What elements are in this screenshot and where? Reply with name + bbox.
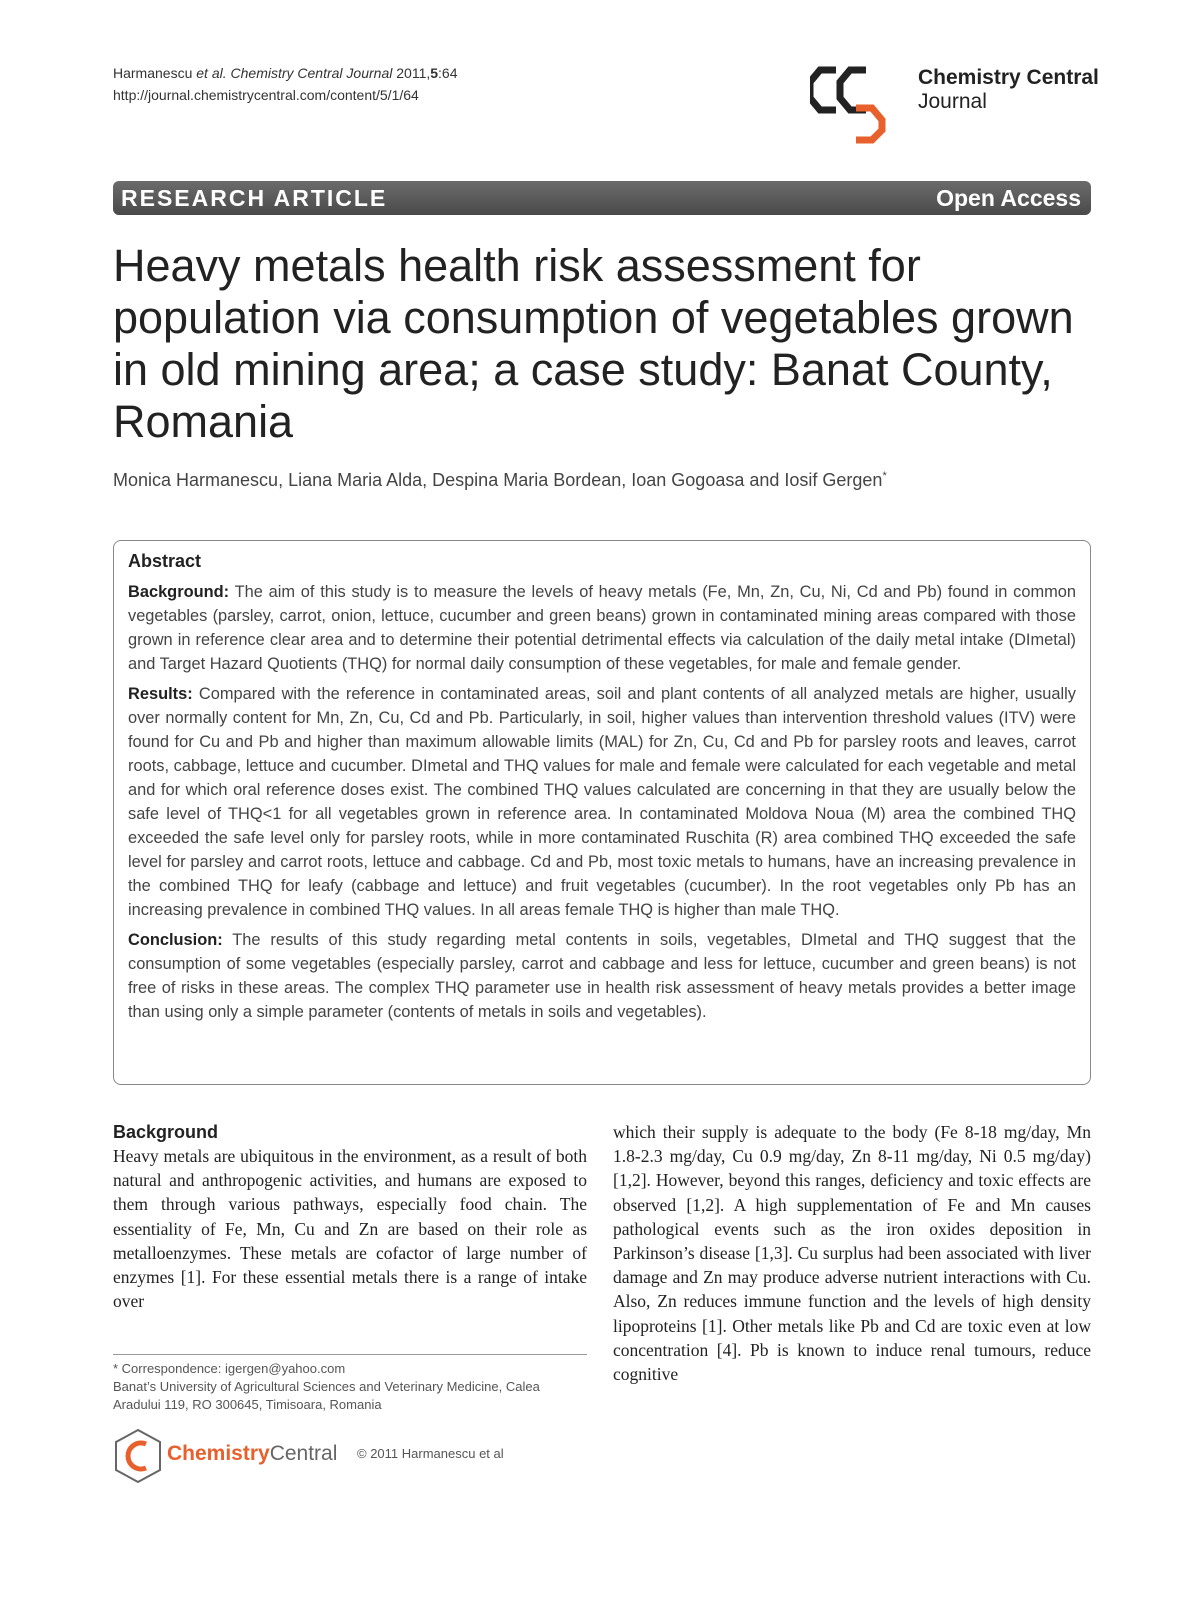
- publisher-name-part2: Central: [269, 1442, 338, 1465]
- abstract-box: [113, 540, 1091, 1085]
- abstract-conclusion-label: Conclusion:: [128, 931, 223, 949]
- author-list: [113, 470, 887, 491]
- corresponding-author-mark: *: [882, 470, 887, 482]
- publisher-hexagon-icon: [113, 1428, 163, 1484]
- abstract-background-label: Background:: [128, 583, 230, 601]
- citation-journal: Chemistry Central Journal: [230, 65, 393, 81]
- abstract-background: [128, 580, 1076, 676]
- citation-article: :64: [438, 65, 458, 81]
- journal-name: [918, 66, 1099, 114]
- correspondence-email[interactable]: * Correspondence: igergen@yahoo.com: [113, 1361, 346, 1376]
- abstract-results: [128, 682, 1076, 922]
- background-heading: Background: [113, 1122, 219, 1142]
- abstract-results-label: Results:: [128, 685, 193, 703]
- copyright-notice: © 2011 Harmanescu et al: [357, 1446, 504, 1461]
- author-affiliation: Banat’s University of Agricultural Sciences and Veterinary Medicine, Calea Aradului 119, RO 300645, Timisoara, Romania: [113, 1379, 540, 1412]
- body-column-left: [113, 1120, 587, 1313]
- background-paragraph-right: which their supply is adequate to the body (Fe 8-18 mg/day, Mn 1.8-2.3 mg/day, Cu 0.9 mg/day, Zn 8-11 mg/day, Ni 0.5 mg/day) [1,2]. However, beyond this ranges, deficiency and toxic effects are observed [1,2]. A high supplementation of Fe and Mn causes pathological events such as the iron oxides deposition in Parkinson’s disease [1,3]. Cu surplus had been associated with liver damage and Zn may produce adverse nutrient interactions with Cu. Also, Zn reduces immune function and the levels of high density lipoproteins [1]. Other metals like Pb and Cd are toxic even at low concentration [4]. Pb is known to induce renal tumours, reduce cognitive: [613, 1122, 1091, 1385]
- footnote-divider: [113, 1354, 587, 1355]
- article-type-banner: [113, 181, 1091, 215]
- abstract-results-text: Compared with the reference in contaminated areas, soil and plant contents of all analyzed metals are higher, usually over normally content for Mn, Zn, Cu, Cd and Pb. Particularly, in soil, higher values than intervention threshold values (ITV) were found for Cu and Pb and higher than maximum allowable limits (MAL) for Zn, Cu, Cd and Pb for parsley roots and leaves, carrot roots, cabbage, lettuce and cucumber. DImetal and THQ values for male and female were calculated for each vegetable and metal and for which oral reference doses exist. The combined THQ values calculated are concerning in that they are usually below the safe level of THQ<1 for all vegetables grown in reference area. In contaminated Moldova Noua (M) area the combined THQ exceeded the safe level only for parsley roots, while in more contaminated Ruschita (R) area combined THQ exceeded the safe level for parsley and carrot roots, lettuce and cabbage. Cd and Pb, most toxic metals to humans, have an increasing prevalence in the combined THQ for leafy (cabbage and lettuce) and fruit vegetables (cucumber). In the root vegetables only Pb has an increasing prevalence in combined THQ values. In all areas female THQ is higher than male THQ.: [128, 685, 1076, 919]
- article-title: Heavy metals health risk assessment for population via consumption of vegetables grown in old mining area; a case study: Banat County, Romania: [113, 240, 1074, 447]
- abstract-conclusion: [128, 928, 1076, 1024]
- abstract-heading: Abstract: [128, 551, 202, 571]
- journal-name-line1: Chemistry Central: [918, 66, 1099, 89]
- abstract-conclusion-text: The results of this study regarding metal contents in soils, vegetables, DImetal and THQ suggest that the consumption of some vegetables (especially parsley, carrot and cabbage and less for lettuce, cucumber and green beans) is not free of risks in these areas. The complex THQ parameter use in health risk assessment of heavy metals provides a better image than using only a simple parameter (contents of metals in soils and vegetables).: [128, 931, 1076, 1021]
- citation-year: 2011,: [396, 65, 431, 81]
- abstract-background-text: The aim of this study is to measure the levels of heavy metals (Fe, Mn, Zn, Cu, Ni, Cd and Pb) found in common vegetables (parsley, carrot, onion, lettuce, cucumber and green beans) grown in contaminated mining areas compared with those grown in reference clear area and to determine their potential detrimental effects via calculation of the daily metal intake (DImetal) and Target Hazard Quotients (THQ) for normal daily consumption of these vegetables, for male and female gender.: [128, 583, 1076, 673]
- publisher-logo: [113, 1428, 353, 1484]
- citation-line: [113, 62, 458, 84]
- article-type: RESEARCH ARTICLE: [121, 185, 388, 211]
- open-access-label: Open Access: [936, 185, 1081, 211]
- journal-name-line2: Journal: [918, 90, 987, 113]
- citation-authors: Harmanescu: [113, 65, 193, 81]
- publisher-name: [167, 1442, 337, 1466]
- journal-logo: [810, 58, 1110, 148]
- citation-header: [113, 62, 458, 106]
- footnote: [113, 1360, 587, 1414]
- citation-volume: 5: [430, 65, 439, 81]
- author-names: Monica Harmanescu, Liana Maria Alda, Despina Maria Bordean, Ioan Gogoasa and Iosif Gergen: [113, 470, 883, 490]
- article-url[interactable]: http://journal.chemistrycentral.com/content/5/1/64: [113, 87, 419, 103]
- publisher-name-part1: Chemistry: [167, 1442, 270, 1465]
- journal-logo-icon: [810, 58, 910, 148]
- body-column-right: [613, 1120, 1091, 1386]
- background-paragraph-left: Heavy metals are ubiquitous in the environment, as a result of both natural and anthropogenic activities, and humans are exposed to them through various pathways, especially food chain. The essentiality of Fe, Mn, Cu and Zn are based on their role as metalloenzymes. These metals are cofactor of large number of enzymes [1]. For these essential metals there is a range of intake over: [113, 1146, 587, 1312]
- citation-etal: et al.: [196, 65, 227, 81]
